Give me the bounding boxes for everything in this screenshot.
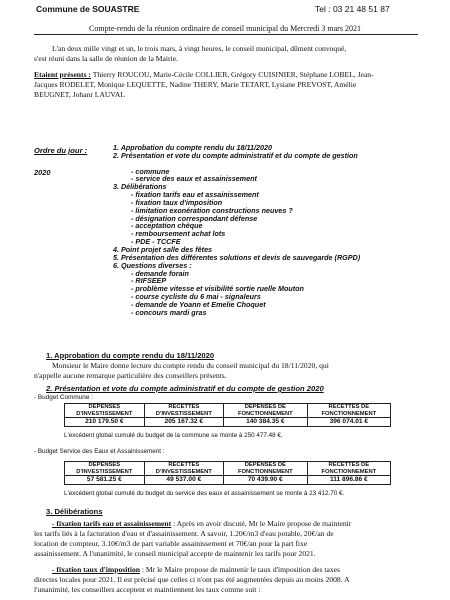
commune-budget-table [64, 403, 391, 427]
section-1-heading: 1. Approbation du compte rendu du 18/11/2020 [46, 351, 215, 360]
agenda-item: - limitation exonération constructions neuves ? [131, 205, 293, 215]
table-header-cell: DEPENSES DE FONCTIONNEMENT [223, 404, 307, 418]
table-cell: 140 384.35 € [223, 418, 307, 427]
agenda-item: 6. Questions diverses : [113, 260, 192, 270]
table-cell: 205 167.32 € [144, 418, 223, 427]
table-header-cell: DEPENSES DE FONCTIONNEMENT [223, 462, 307, 476]
budget-eaux-label: - Budget Service des Eaux et Assainissement : [34, 448, 165, 455]
eaux-budget-table [64, 461, 391, 485]
agenda-item: - demande forain [131, 268, 189, 278]
agenda-item: - acceptation chèque [131, 221, 203, 231]
table-header-cell: DEPENSES D'INVESTISSEMENT [65, 462, 145, 476]
table-cell: 396 074.01 € [307, 418, 390, 427]
agenda-item: 4. Point projet salle des fêtes [113, 244, 213, 254]
agenda-item: - course cycliste du 6 mai - signaleurs [131, 292, 261, 302]
agenda-item: - PDE - TCCFE [131, 237, 181, 247]
deliberation-2-label: - fixation taux d'imposition [52, 565, 140, 574]
section-1-line-2: n'appelle aucune remarque particulière des conseillers présents. [34, 371, 227, 380]
eaux-budget-note: L'excédent global cumulé du budget du service des eaux et assainissement se monte à 23 412.70 €. [64, 490, 345, 497]
agenda-item: - concours mardi gras [131, 307, 207, 317]
table-cell: 70 439.90 € [223, 476, 307, 485]
agenda-item: - RIFSEEP [131, 276, 167, 286]
agenda-item: 5. Présentation des différentes solutions et devis de sauvegarde (RGPD) [113, 252, 361, 262]
deliberation-2-line-3: l'unanimité, les conseillers acceptent et maintiennent les taux comme suit : [34, 585, 261, 594]
table-cell: 57 581.25 € [65, 476, 145, 485]
table-header-cell: DEPENSES D'INVESTISSEMENT [65, 404, 145, 418]
agenda-item: - désignation correspondant défense [131, 213, 258, 223]
table-row [65, 418, 391, 427]
section-2-heading-a: 2. Présentation et vote du compte administratif [46, 384, 216, 393]
agenda-item: - commune [131, 166, 170, 176]
presents-line-3: BEUGNET, Johanr LAUVAL [34, 90, 126, 99]
table-cell: 111 896.86 € [307, 476, 390, 485]
agenda-year-fragment: 2020 [34, 168, 51, 177]
presents-names-1: Thierry ROUCOU, Marie-Cécile COLLIER, Grégory CUISINIER, Stéphane LOBEL, Jean- [90, 70, 374, 79]
intro-line-1: L'an deux mille vingt et un, le trois mars, à vingt heures, le conseil municipal, dûment convoqué, [52, 44, 347, 53]
agenda-item: - fixation tarifs eau et assainissement [131, 190, 259, 200]
presents-line-1 [34, 70, 374, 80]
table-row [65, 476, 391, 485]
deliberation-1-line-1 [52, 519, 351, 529]
table-cell: 49 537.00 € [144, 476, 223, 485]
section-2-heading-b: et du compte de gestion 2020 [215, 384, 324, 393]
agenda-item: - service des eaux et assainissement [131, 174, 257, 184]
deliberation-2-line-1 [52, 565, 340, 575]
document-title: Compte-rendu de la réunion ordinaire de conseil municipal du Mercredi 3 mars 2021 [89, 24, 361, 33]
budget-commune-label: - Budget Commune : [34, 394, 93, 401]
deliberation-2-text: : Mr le Maire propose de maintenir le taux d'imposition des taxes [139, 565, 341, 574]
table-header-cell: RECETTES DE FONCTIONNEMENT [307, 462, 390, 476]
agenda-item: - problème vitesse et visibilité sortie ruelle Mouton [131, 284, 304, 294]
agenda-list [113, 144, 433, 317]
table-header-cell: RECETTES D'INVESTISSEMENT [144, 462, 223, 476]
table-header-cell: RECETTES DE FONCTIONNEMENT [307, 404, 390, 418]
telephone: Tel : 03 21 48 51 87 [315, 4, 390, 14]
title-divider [34, 34, 418, 35]
section-1-line-1: Monsieur le Maire donne lecture du compte rendu du conseil municipal du 18/11/2020, qui [52, 361, 329, 370]
deliberation-2-line-2: directes locales pour 2021. Il est précisé que celles ci n'ont pas été augmentées depuis au moins 2008. A [34, 575, 350, 584]
section-3-heading: 3. Délibérations [46, 507, 103, 516]
agenda-item: - fixation taux d'imposition [131, 197, 223, 207]
deliberation-1-line-3: location de compteur, 3.10€/m3 de part variable assainissement et 70€/an pour la part fixe [34, 539, 308, 548]
agenda-item: 1. Approbation du compte rendu du 18/11/2020 [113, 143, 272, 152]
deliberation-1-text: : Après en avoir discuté, Mr le Maire propose de maintenir [171, 519, 352, 528]
agenda-label: Ordre du jour : [34, 146, 88, 155]
table-cell: 210 179.50 € [65, 418, 145, 427]
agenda-item: 2. Présentation et vote du compte administratif et du compte de gestion [113, 150, 358, 160]
table-header-cell: RECETTES D'INVESTISSEMENT [144, 404, 223, 418]
agenda-item: - remboursement achat lots [131, 229, 226, 239]
table-header-row [65, 404, 391, 418]
presents-line-2: Jacques RODELET, Monique LEQUETTE, Nadine THERY, Marie TETART, Lysiane PREVOST, Amélie [34, 80, 357, 89]
deliberation-1-line-2: les tarifs liés à la facturation d'eau et d'assainissement. A savoir, 1.20€/m3 d'eau potable, 20€/an de [34, 529, 334, 538]
agenda-item: 3. Délibérations [113, 182, 167, 192]
table-header-row [65, 462, 391, 476]
deliberation-1-line-4: assainissement. A l'unanimité, le conseil municipal accepte de maintenir les tarifs pour 2021. [34, 549, 316, 558]
intro-line-2: s'est réuni dans la salle de réunion de la Mairie. [34, 54, 178, 63]
deliberation-1-label: - fixation tarifs eau et assainissement [52, 519, 172, 528]
commune-budget-note: L'excédent global cumulé du budget de la commune se monte à 250 477.48 €. [64, 432, 283, 439]
agenda-item: - demande de Yoann et Emelie Choquet [131, 299, 266, 309]
presents-label: Etaient présents : [34, 70, 91, 79]
commune-name: Commune de SOUASTRE [36, 4, 140, 14]
